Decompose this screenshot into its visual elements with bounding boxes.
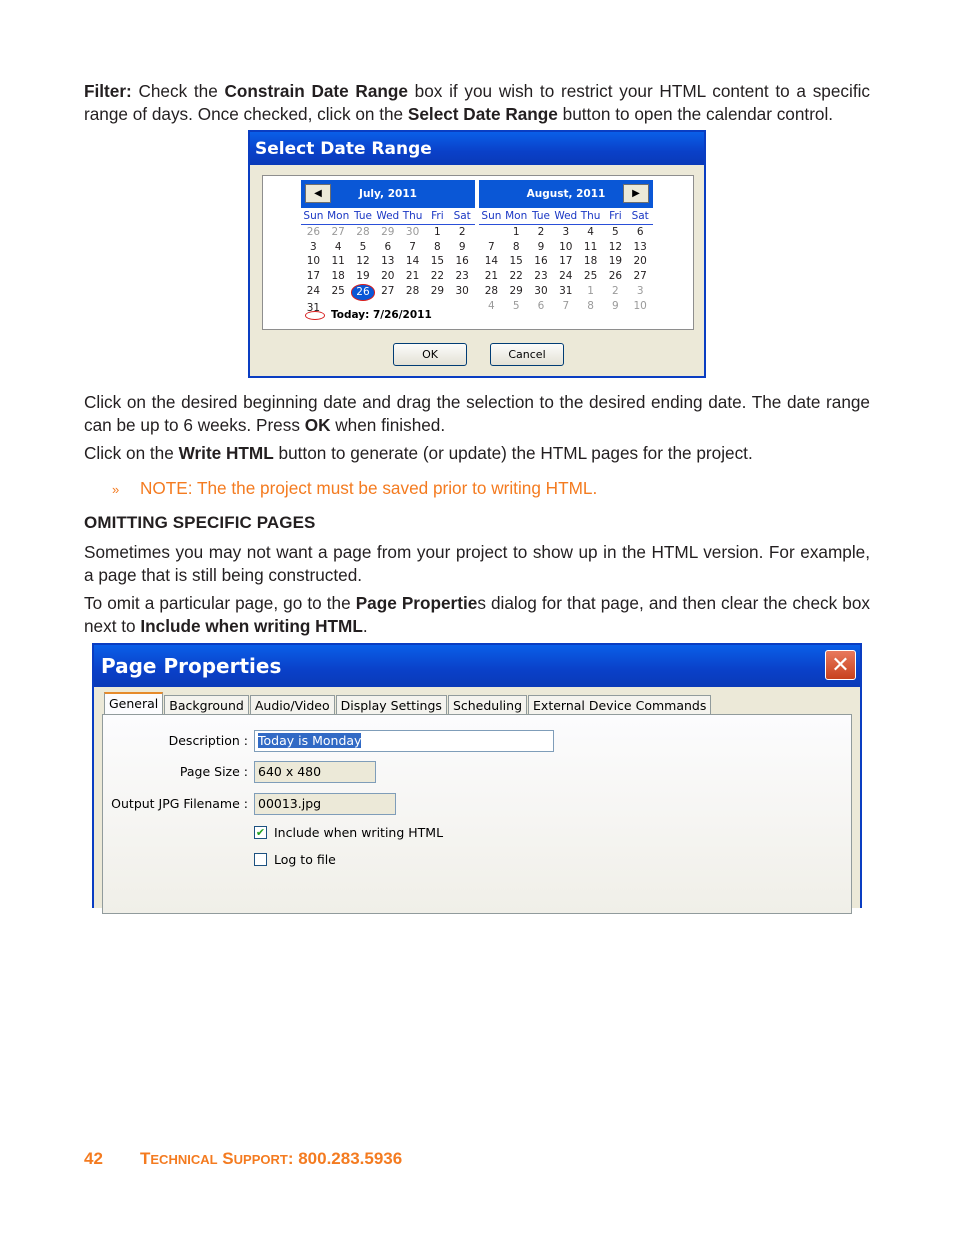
calendar-day[interactable]: 22 xyxy=(509,270,523,283)
text: box if you wish to restrict your HTML content to a specific range of days. Once checked, click on the xyxy=(84,81,871,124)
calendar-week xyxy=(301,284,475,301)
text: button to open the calendar control. xyxy=(557,103,834,124)
today-circle-icon xyxy=(305,311,325,320)
calendar-day[interactable]: 6 xyxy=(384,240,392,253)
calendar-day[interactable]: 6 xyxy=(537,299,545,312)
calendar-day[interactable]: 8 xyxy=(434,240,441,253)
day-of-week-label: Wed xyxy=(554,210,578,222)
description-input[interactable] xyxy=(254,730,554,752)
month-header xyxy=(479,180,653,208)
day-of-week-label: Fri xyxy=(609,210,622,222)
calendar-day[interactable]: 20 xyxy=(381,270,395,283)
calendar-day xyxy=(479,225,504,240)
calendar-day[interactable]: 3 xyxy=(562,225,570,238)
calendar-day[interactable]: 2 xyxy=(458,225,466,238)
calendar-day[interactable]: 10 xyxy=(559,240,573,253)
calendar-week xyxy=(301,254,475,269)
day-of-week-label: Sun xyxy=(303,210,324,222)
tab-display-settings[interactable]: Display Settings xyxy=(336,695,447,715)
calendar-day[interactable]: 14 xyxy=(484,255,499,268)
page-properties-dialog xyxy=(92,643,862,908)
calendar-day[interactable]: 29 xyxy=(430,284,445,297)
calendar-day[interactable]: 30 xyxy=(455,284,469,297)
description-value: Today is Monday xyxy=(258,733,362,748)
page-size-field: 640 x 480 xyxy=(254,761,376,783)
tab-scheduling[interactable]: Scheduling xyxy=(448,695,527,715)
month-august xyxy=(479,180,653,314)
calendar-week xyxy=(479,225,653,240)
calendar-day[interactable]: 25 xyxy=(583,270,598,283)
filter-paragraph xyxy=(84,80,870,125)
month-grid xyxy=(301,225,475,316)
calendar-day[interactable]: 30 xyxy=(405,225,420,238)
calendar-day[interactable]: 31 xyxy=(306,301,321,314)
calendar-day[interactable]: 13 xyxy=(633,240,647,253)
calendar-day[interactable]: 21 xyxy=(405,270,420,283)
calendar-day[interactable]: 6 xyxy=(636,225,644,238)
dialog-title: Select Date Range xyxy=(250,132,704,165)
month-name: August, 2011 xyxy=(526,188,606,200)
calendar-control xyxy=(262,175,694,330)
calendar-day[interactable]: 13 xyxy=(381,255,395,268)
calendar-day[interactable]: 8 xyxy=(587,299,594,312)
calendar-day[interactable]: 16 xyxy=(455,255,469,268)
select-date-range-dialog xyxy=(248,130,706,378)
calendar-day[interactable]: 2 xyxy=(612,284,619,297)
calendar-day[interactable]: 10 xyxy=(306,255,321,268)
footer-text: ECHNICAL xyxy=(150,1152,218,1167)
calendar-day[interactable]: 9 xyxy=(458,240,466,253)
cancel-button[interactable]: Cancel xyxy=(490,343,564,366)
tab-bar xyxy=(104,692,712,715)
days-of-week xyxy=(479,209,653,225)
text: s dialog for that page, and then clear the check box next to xyxy=(84,593,870,636)
calendar-day[interactable]: 1 xyxy=(512,225,520,238)
include-html-checkbox[interactable] xyxy=(254,825,443,840)
calendar-day[interactable]: 20 xyxy=(633,255,647,268)
calendar-day[interactable]: 18 xyxy=(583,255,598,268)
calendar-day[interactable]: 24 xyxy=(559,270,573,283)
today-link[interactable] xyxy=(305,309,432,321)
include-html-term: Include when writing HTML xyxy=(140,615,363,636)
note-bullet-icon: » xyxy=(112,482,120,497)
calendar-day[interactable]: 27 xyxy=(331,225,345,238)
month-july xyxy=(301,180,475,316)
day-of-week-label: Thu xyxy=(402,210,423,222)
ok-term: OK xyxy=(304,414,331,435)
page-footer xyxy=(84,1149,402,1169)
tab-background[interactable]: Background xyxy=(164,695,249,715)
month-grid xyxy=(479,225,653,314)
page-number: 42 xyxy=(84,1149,103,1168)
day-of-week-label: Sat xyxy=(631,210,649,222)
calendar-week xyxy=(479,254,653,269)
constrain-date-range-term: Constrain Date Range xyxy=(224,81,408,101)
text: To omit a particular page, go to the xyxy=(84,593,356,613)
day-of-week-label: Tue xyxy=(354,210,372,222)
calendar-day[interactable]: 26 xyxy=(608,270,623,283)
month-name: July, 2011 xyxy=(359,188,417,200)
log-to-file-label: Log to file xyxy=(274,852,336,867)
calendar-week xyxy=(479,284,653,299)
page-properties-term: Page Propertie xyxy=(355,593,478,613)
close-button[interactable] xyxy=(825,650,856,680)
calendar-day[interactable]: 3 xyxy=(310,240,317,253)
calendar-day[interactable]: 9 xyxy=(612,299,619,312)
select-date-range-term: Select Date Range xyxy=(407,103,558,124)
calendar-day[interactable]: 17 xyxy=(559,255,573,268)
text: Click on the xyxy=(84,443,179,463)
footer-text: T xyxy=(140,1149,151,1168)
calendar-day[interactable]: 19 xyxy=(608,255,623,268)
write-html-paragraph xyxy=(84,442,870,465)
include-html-label: Include when writing HTML xyxy=(274,825,444,840)
calendar-day[interactable]: 3 xyxy=(636,284,644,297)
today-label: Today: 7/26/2011 xyxy=(331,309,432,321)
description-label: Description : xyxy=(168,733,248,748)
calendar-week xyxy=(479,269,653,284)
calendar-day[interactable]: 24 xyxy=(306,284,321,297)
calendar-day[interactable]: 30 xyxy=(534,284,548,297)
month-header xyxy=(301,180,475,208)
calendar-day[interactable]: 19 xyxy=(356,270,370,283)
calendar-day[interactable]: 23 xyxy=(455,270,469,283)
arrow-left-icon: ◀ xyxy=(314,188,322,199)
calendar-day[interactable]: 28 xyxy=(356,225,370,238)
checkmark-icon: ✔ xyxy=(255,826,266,839)
text: button to generate (or update) the HTML pages for the project. xyxy=(273,443,753,463)
calendar-day[interactable]: 5 xyxy=(512,299,520,312)
calendar-day[interactable]: 9 xyxy=(537,240,545,253)
calendar-day[interactable]: 29 xyxy=(381,225,395,238)
calendar-day[interactable]: 31 xyxy=(559,284,573,297)
calendar-day[interactable]: 5 xyxy=(359,240,367,253)
calendar-day[interactable]: 4 xyxy=(587,225,594,238)
calendar-day[interactable]: 11 xyxy=(331,255,345,268)
calendar-day[interactable]: 29 xyxy=(509,284,523,297)
days-of-week xyxy=(301,209,475,225)
calendar-day[interactable]: 12 xyxy=(356,255,370,268)
ok-button[interactable]: OK xyxy=(393,343,467,366)
text: when finished. xyxy=(330,414,446,435)
day-of-week-label: Sun xyxy=(481,210,502,222)
calendar-day[interactable]: 28 xyxy=(405,284,420,297)
calendar-day[interactable]: 23 xyxy=(534,270,548,283)
next-month-button[interactable] xyxy=(623,184,649,203)
calendar-day[interactable]: 17 xyxy=(306,270,321,283)
tab-external-device-commands[interactable]: External Device Commands xyxy=(528,695,711,715)
calendar-week xyxy=(301,269,475,284)
calendar-day[interactable]: 15 xyxy=(509,255,523,268)
omit-instructions-paragraph xyxy=(84,592,870,637)
calendar-day[interactable]: 1 xyxy=(434,225,441,238)
support-phone: 800.283.5936 xyxy=(298,1149,403,1168)
day-of-week-label: Mon xyxy=(505,210,528,222)
calendar-day[interactable]: 4 xyxy=(488,299,495,312)
day-of-week-label: Sat xyxy=(453,210,471,222)
calendar-day[interactable]: 18 xyxy=(331,270,345,283)
calendar-day[interactable]: 12 xyxy=(608,240,623,253)
section-heading: OMITTING SPECIFIC PAGES xyxy=(84,513,316,532)
day-of-week-label: Thu xyxy=(580,210,601,222)
text: Check the xyxy=(131,81,225,101)
checkbox-icon xyxy=(254,853,267,866)
calendar-day[interactable]: 21 xyxy=(484,270,499,283)
footer-text: S xyxy=(222,1149,234,1168)
calendar-day[interactable]: 7 xyxy=(409,240,416,253)
calendar-day[interactable]: 15 xyxy=(430,255,445,268)
jpg-filename-field: 00013.jpg xyxy=(254,793,396,815)
dialog-title xyxy=(94,645,860,687)
calendar-week xyxy=(301,240,475,255)
calendar-day[interactable]: 27 xyxy=(633,270,647,283)
calendar-day[interactable]: 14 xyxy=(405,255,420,268)
dialog-title-text: Page Properties xyxy=(101,654,282,678)
calendar-day xyxy=(450,301,475,316)
calendar-day[interactable]: 1 xyxy=(587,284,594,297)
calendar-week xyxy=(479,299,653,314)
footer-text: UPPORT xyxy=(233,1152,288,1167)
write-html-term: Write HTML xyxy=(178,443,274,463)
day-of-week-label: Mon xyxy=(327,210,350,222)
omit-intro-paragraph: Sometimes you may not want a page from your project to show up in the HTML version. For example, a page that is still being constructed. xyxy=(84,542,870,585)
calendar-day[interactable]: 10 xyxy=(633,299,647,312)
calendar-day[interactable]: 26 xyxy=(351,284,376,301)
footer-text: : xyxy=(287,1149,299,1168)
calendar-day[interactable]: 25 xyxy=(331,284,345,297)
calendar-day[interactable]: 5 xyxy=(612,225,619,238)
calendar-day[interactable]: 28 xyxy=(484,284,499,297)
text: Click on the desired beginning date and drag the selection to the desired ending date. The date range can be up to 6 weeks. Press xyxy=(84,392,870,435)
tab-audio-video[interactable]: Audio/Video xyxy=(250,695,335,715)
calendar-day[interactable]: 26 xyxy=(306,225,321,238)
general-tab-panel xyxy=(102,714,852,914)
calendar-day[interactable]: 27 xyxy=(381,284,395,297)
prev-month-button[interactable] xyxy=(305,184,331,203)
filter-label: Filter: xyxy=(84,81,132,101)
calendar-day[interactable]: 11 xyxy=(583,240,598,253)
day-of-week-label: Tue xyxy=(532,210,550,222)
calendar-week xyxy=(301,225,475,240)
tab-general[interactable]: General xyxy=(104,692,163,715)
calendar-day[interactable]: 8 xyxy=(512,240,520,253)
calendar-day[interactable]: 2 xyxy=(537,225,545,238)
page-size-label: Page Size : xyxy=(179,764,248,779)
log-to-file-checkbox[interactable] xyxy=(254,852,336,867)
drag-paragraph xyxy=(84,391,870,436)
calendar-day[interactable]: 7 xyxy=(488,240,495,253)
calendar-day[interactable]: 22 xyxy=(430,270,445,283)
calendar-day[interactable]: 4 xyxy=(334,240,342,253)
calendar-day[interactable]: 16 xyxy=(534,255,548,268)
calendar-week xyxy=(479,240,653,255)
day-of-week-label: Wed xyxy=(376,210,400,222)
note-text: NOTE: The the project must be saved prior to writing HTML. xyxy=(140,478,598,498)
arrow-right-icon: ▶ xyxy=(632,188,640,199)
close-icon: ✕ xyxy=(831,652,850,678)
text: . xyxy=(362,615,368,636)
calendar-day[interactable]: 7 xyxy=(562,299,570,312)
note xyxy=(112,477,597,501)
day-of-week-label: Fri xyxy=(431,210,444,222)
jpg-filename-label: Output JPG Filename : xyxy=(111,796,248,811)
